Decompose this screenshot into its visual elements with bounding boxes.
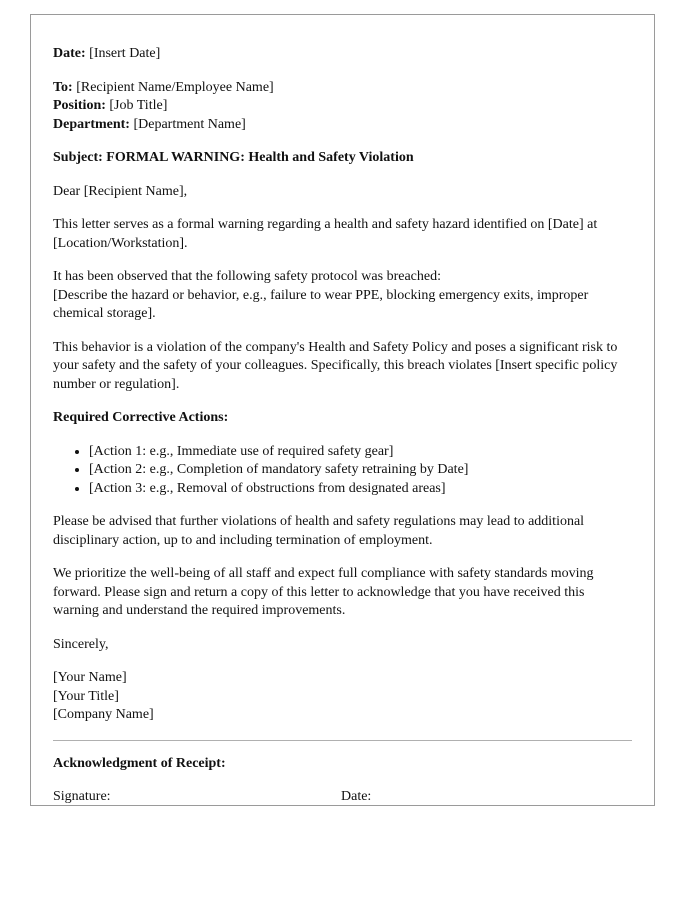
corrective-actions-heading <box>53 409 632 428</box>
recipient-block <box>53 79 632 135</box>
date-line <box>53 45 632 64</box>
date-label: Date: <box>53 46 86 61</box>
position-label: Position: <box>53 98 106 113</box>
position-value: [Job Title] <box>109 98 168 113</box>
divider <box>53 740 632 741</box>
acknowledgment-heading-text: Acknowledgment of Receipt: <box>53 755 226 771</box>
letter-page <box>30 14 655 806</box>
corrective-actions-heading-text: Required Corrective Actions: <box>53 410 229 425</box>
intro-paragraph: This letter serves as a formal warning regarding a health and safety hazard identified on [Date] at [Location/Workstation]. <box>53 217 598 251</box>
signature-title: [Your Title] <box>53 688 119 704</box>
acknowledgment-heading <box>53 755 632 774</box>
subject-text: Subject: FORMAL WARNING: Health and Safety Violation <box>53 150 414 165</box>
date-value: [Insert Date] <box>89 46 161 61</box>
ack-date-label: Date: <box>341 789 372 804</box>
to-value: [Recipient Name/Employee Name] <box>76 79 274 95</box>
corrective-actions-list <box>53 443 632 499</box>
signature-name: [Your Name] <box>53 670 127 685</box>
observed-line-2: [Describe the hazard or behavior, e.g., failure to wear PPE, blocking emergency exits, improper chemical storage]. <box>53 287 589 321</box>
subject-line <box>53 149 632 168</box>
signature-company: [Company Name] <box>53 707 154 722</box>
list-item: • [Action 2: e.g., Completion of mandatory safety retraining by Date] <box>89 461 632 480</box>
department-value: [Department Name] <box>133 116 246 132</box>
acknowledgment-signature-row <box>53 788 632 806</box>
closing: Sincerely, <box>53 636 109 652</box>
list-item: • [Action 1: e.g., Immediate use of required safety gear] <box>89 443 632 462</box>
department-label: Department: <box>53 116 130 132</box>
observed-paragraph <box>53 268 632 324</box>
signature-block <box>53 669 632 725</box>
list-item: • [Action 3: e.g., Removal of obstructions from designated areas] <box>89 480 632 499</box>
observed-line-1: It has been observed that the following safety protocol was breached: <box>53 269 441 284</box>
compliance-paragraph: We prioritize the well-being of all staff and expect full compliance with safety standards moving forward. Please sign and return a copy of this letter to acknowledge that you have received this warning and understand the required improvements. <box>53 566 594 618</box>
salutation: Dear [Recipient Name], <box>53 183 188 199</box>
to-label: To: <box>53 79 73 95</box>
violation-paragraph: This behavior is a violation of the company's Health and Safety Policy and poses a significant risk to your safety and the safety of your colleagues. Specifically, this breach violates [Insert specific policy number or regulation]. <box>53 339 618 392</box>
further-violations-paragraph: Please be advised that further violations of health and safety regulations may lead to additional disciplinary action, up to and including termination of employment. <box>53 514 585 548</box>
ack-signature-label: Signature: <box>53 789 111 804</box>
